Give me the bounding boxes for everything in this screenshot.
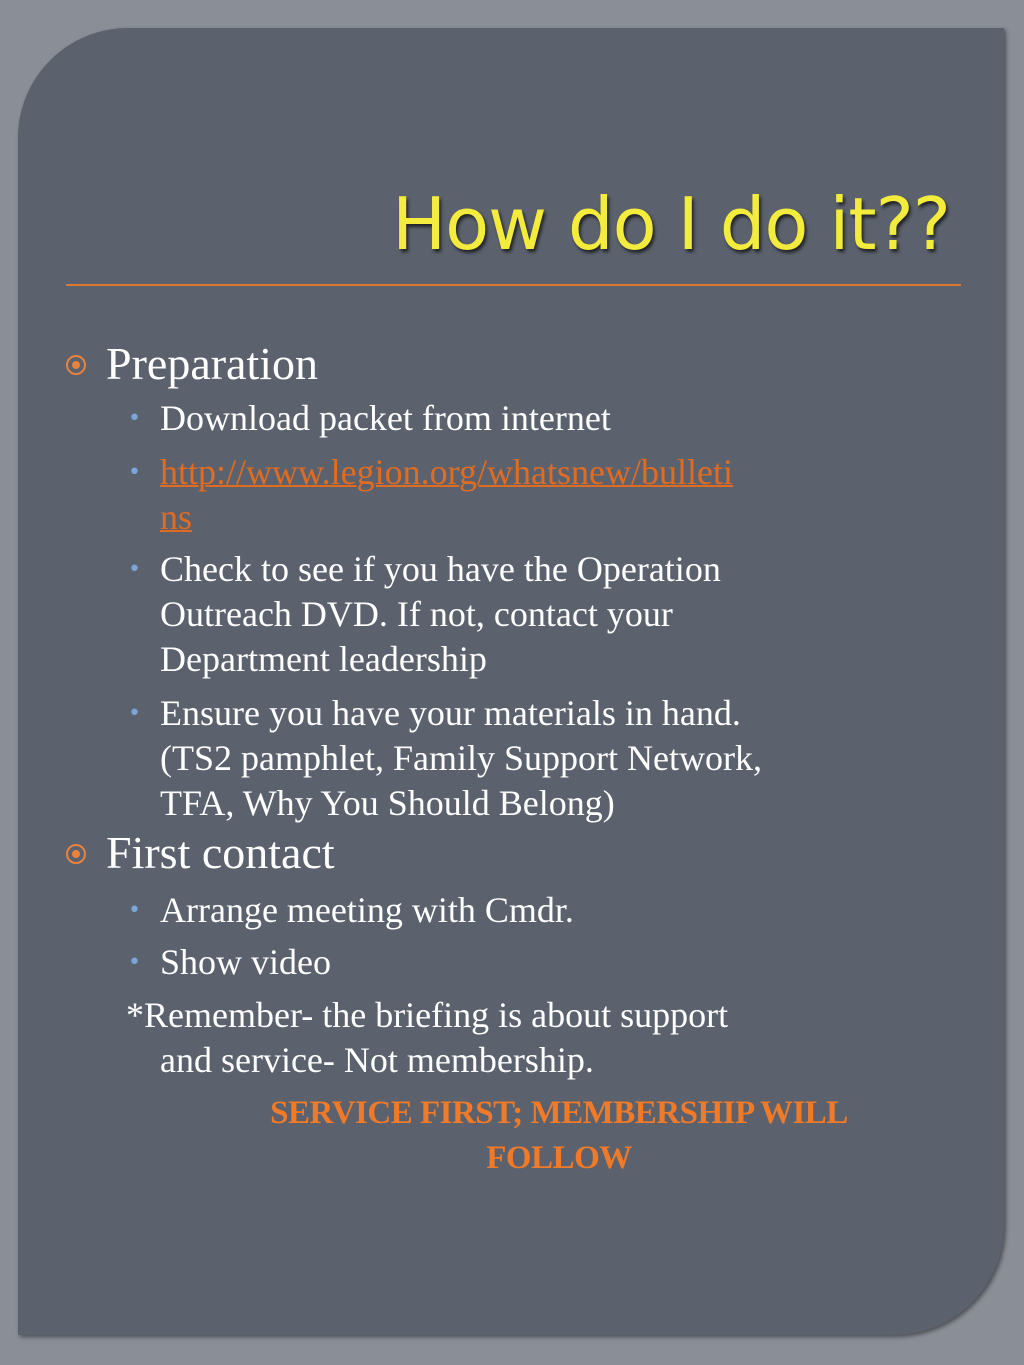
reminder-line: *Remember- the briefing is about support — [126, 995, 729, 1035]
callout-line: FOLLOW — [486, 1140, 632, 1176]
sub-bullet-dvd — [128, 547, 721, 682]
sub-bullet-arrange — [128, 888, 574, 933]
bulletins-link-line-1[interactable]: http://www.legion.org/whatsnew/bulleti — [160, 452, 733, 492]
reminder-line: and service- Not membership. — [160, 1040, 594, 1080]
bulletins-link-line-2[interactable]: ns — [160, 497, 193, 537]
slide-title: How do I do it?? — [391, 182, 950, 266]
sub-bullet-line: Outreach DVD. If not, contact your — [160, 594, 673, 634]
sub-bullet-text: Show video — [160, 942, 331, 982]
dot-bullet-icon: • — [128, 557, 141, 582]
circle-bullet-icon — [66, 844, 86, 864]
sub-bullet-link-cont — [160, 495, 192, 540]
sub-bullet-link — [128, 450, 733, 495]
bullet-first-contact — [106, 827, 335, 878]
sub-bullet-line: Check to see if you have the Operation — [160, 549, 721, 589]
dot-bullet-icon: • — [128, 898, 141, 923]
sub-bullet-line: TFA, Why You Should Belong) — [160, 783, 615, 823]
bullet-heading: First contact — [106, 827, 335, 878]
bullet-heading: Preparation — [106, 338, 319, 389]
sub-bullet-download — [128, 396, 611, 441]
callout-line: SERVICE FIRST; MEMBERSHIP WILL — [270, 1095, 848, 1131]
sub-bullet-line: Ensure you have your materials in hand. — [160, 693, 741, 733]
dot-bullet-icon: • — [128, 950, 141, 975]
sub-bullet-text: Download packet from internet — [160, 398, 611, 438]
circle-bullet-icon — [66, 355, 86, 375]
sub-bullet-materials — [128, 691, 762, 826]
dot-bullet-icon: • — [128, 701, 141, 726]
sub-bullet-line: (TS2 pamphlet, Family Support Network, — [160, 738, 762, 778]
sub-bullet-video — [128, 940, 331, 985]
sub-bullet-text: Arrange meeting with Cmdr. — [160, 890, 574, 930]
dot-bullet-icon: • — [128, 406, 141, 431]
slide-content — [18, 28, 1004, 1335]
slide — [18, 28, 1004, 1335]
service-first-callout — [138, 1091, 980, 1181]
dot-bullet-icon: • — [128, 460, 141, 485]
sub-bullet-line: Department leadership — [160, 639, 487, 679]
bullet-preparation — [106, 338, 319, 389]
reminder-note — [126, 993, 728, 1083]
